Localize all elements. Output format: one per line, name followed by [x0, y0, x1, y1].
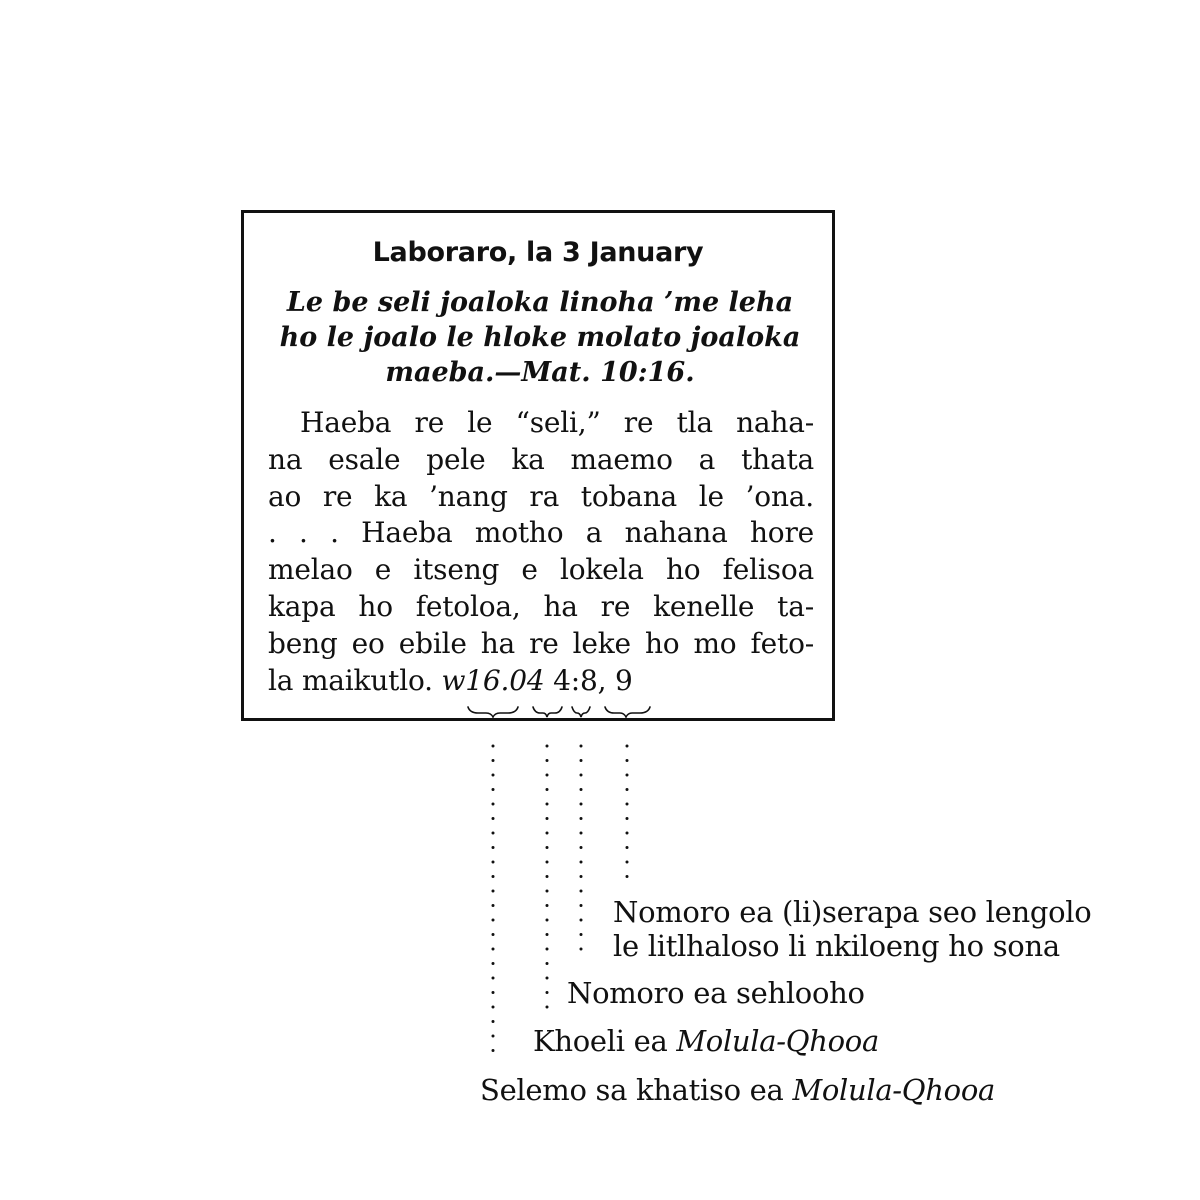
reference-publication: w16 — [441, 663, 501, 697]
legend-article-number: Nomoro ea sehlooho — [567, 976, 865, 1010]
legend-publication-year — [480, 1073, 995, 1107]
comment-line: beng eo ebile ha re leke ho mo feto- — [268, 626, 814, 660]
reference-issue: 04 — [509, 663, 545, 697]
brace-publication — [468, 707, 518, 717]
verse-line: Le be seli joaloka linoha ’me leha — [286, 287, 794, 318]
reference-colon: : — [570, 663, 581, 697]
legend-issue-month — [533, 1024, 879, 1058]
reference-article: 4 — [553, 663, 571, 697]
reference-separator: . — [500, 663, 510, 697]
legend-paragraph-line: le litlhaloso li nkiloeng ho sona — [613, 929, 1060, 963]
verse-line: maeba.—Mat. 10:16. — [385, 357, 695, 388]
comment-line: Haeba re le “seli,” re tla naha- — [300, 406, 814, 439]
legend-paragraph-line: Nomoro ea (li)serapa seo lengolo — [613, 895, 1092, 929]
day-title: Laboraro, la 3 January — [372, 237, 704, 268]
comment-line-end: la maikutlo. — [268, 663, 433, 697]
comment-line: na esale pele ka maemo a thata — [268, 442, 814, 476]
legend-publication-name: Molula-Qhooa — [792, 1073, 995, 1107]
brace-issue — [533, 707, 562, 717]
legend-publication-prefix: Selemo sa khatiso ea — [480, 1073, 793, 1107]
brace-paragraphs — [605, 707, 650, 717]
brace-article — [572, 707, 590, 717]
legend-month-prefix: Khoeli ea — [533, 1024, 677, 1058]
reference-paragraphs: 8, 9 — [580, 663, 633, 697]
comment-line: melao e itseng e lokela ho felisoa — [268, 553, 814, 587]
comment-line: . . . Haeba motho a nahana hore — [268, 516, 814, 550]
verse-line: ho le joalo le hloke molato joaloka — [279, 322, 801, 353]
comment-line: kapa ho fetoloa, ha re kenelle ta- — [268, 589, 814, 623]
legend-month-publication: Molula-Qhooa — [676, 1024, 879, 1058]
legend-paragraph-number — [613, 895, 1091, 963]
comment-line: ao re ka ’nang ra tobana le ’ona. — [268, 479, 814, 513]
